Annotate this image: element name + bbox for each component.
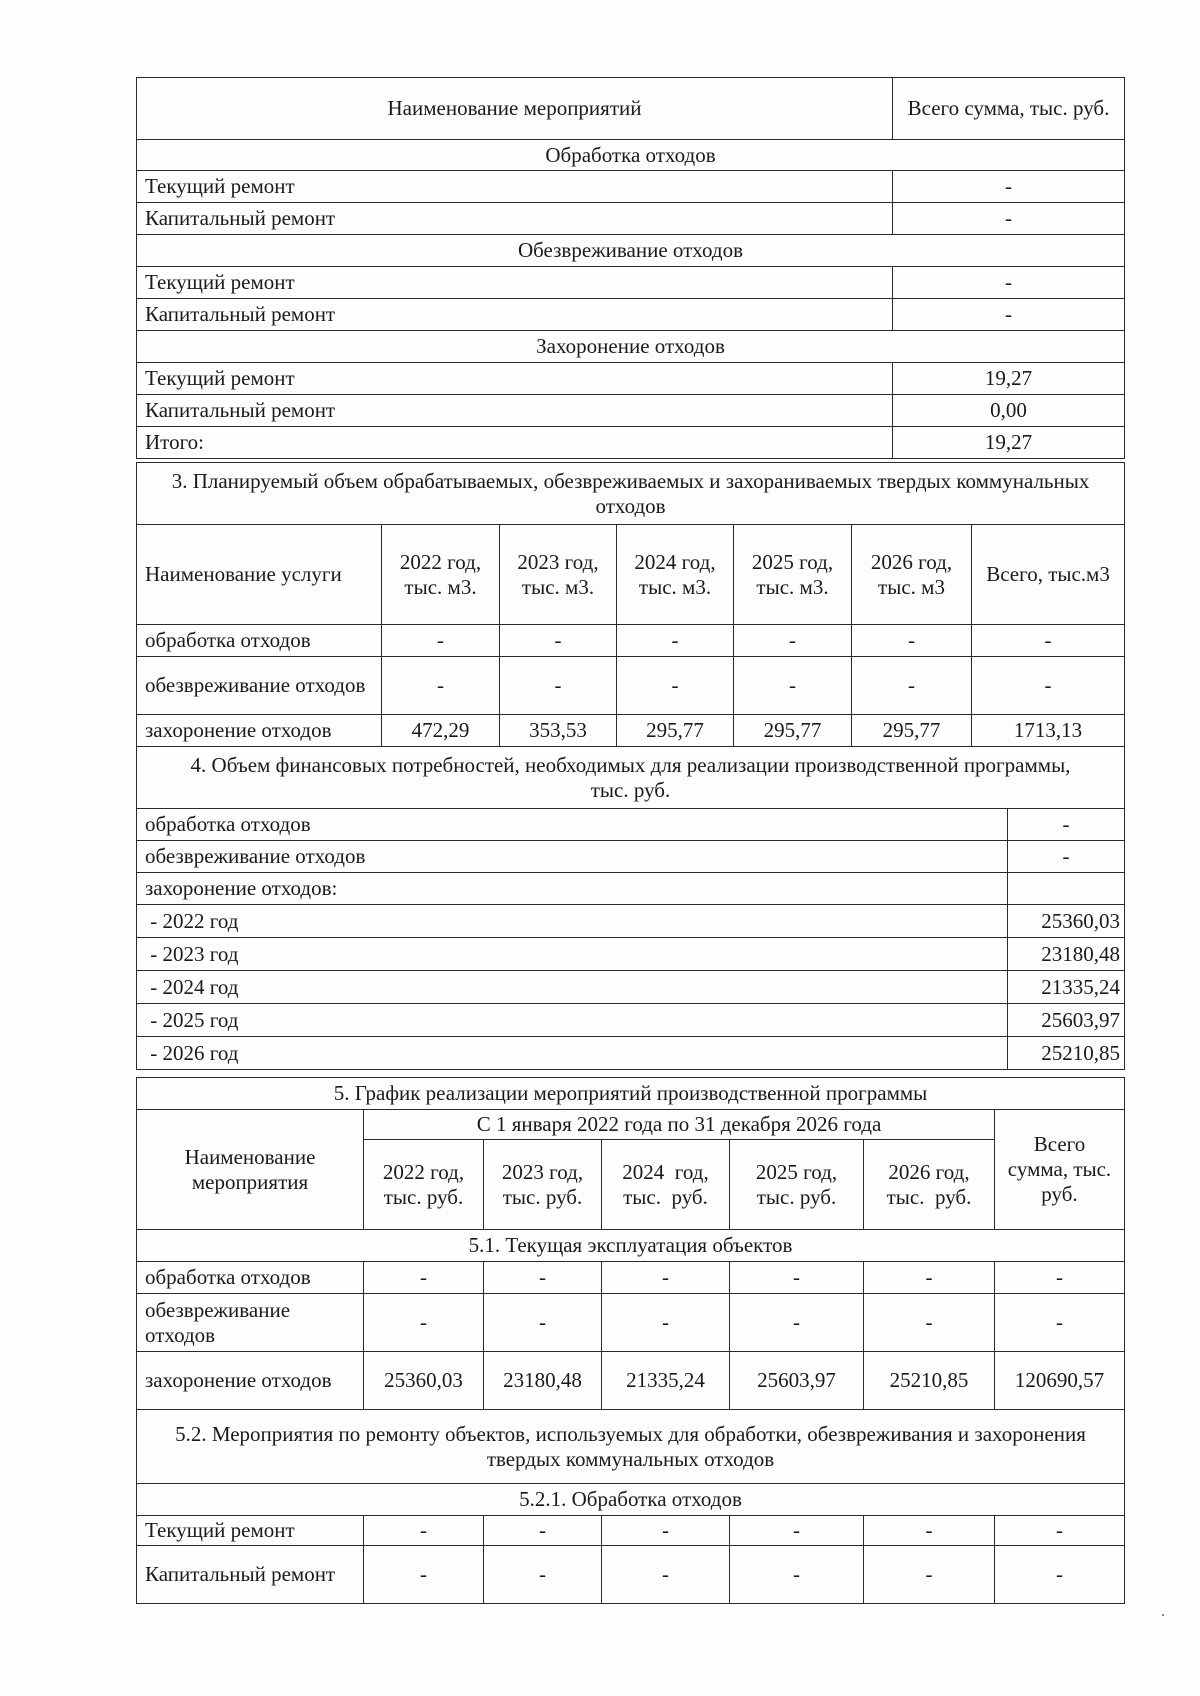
planned-volume-table — [136, 462, 1125, 747]
header-total-sum: Всего сумма, тыс. руб. — [893, 78, 1125, 140]
row-label: захоронение отходов: — [137, 873, 1008, 905]
cell: 120690,57 — [995, 1352, 1125, 1410]
subsection-5-1-title: 5.1. Текущая эксплуатация объектов — [137, 1230, 1125, 1262]
cell: - — [734, 657, 852, 715]
cell: - — [864, 1294, 995, 1352]
table-row — [137, 299, 1125, 331]
cell: 295,77 — [617, 715, 734, 747]
row-label: - 2022 год — [137, 905, 1008, 938]
cell: - — [500, 625, 617, 657]
section4-title: 4. Объем финансовых потребностей, необходимых для реализации производственной программы, тыс. руб. — [137, 747, 1125, 809]
section-title-row — [137, 463, 1125, 525]
table-row — [137, 1546, 1125, 1604]
row-value: 0,00 — [893, 395, 1125, 427]
row-label: захоронение отходов — [137, 715, 382, 747]
cell: - — [995, 1546, 1125, 1604]
cell: - — [734, 625, 852, 657]
cell: - — [852, 657, 972, 715]
cell: - — [602, 1546, 730, 1604]
header-year-2026: 2026 год, тыс. руб. — [864, 1140, 995, 1230]
section-title-row — [137, 1410, 1125, 1484]
row-label: Текущий ремонт — [137, 363, 893, 395]
header-year-2022: 2022 год, тыс. м3. — [382, 525, 500, 625]
row-label: Текущий ремонт — [137, 1516, 364, 1546]
row-label: захоронение отходов — [137, 1352, 364, 1410]
total-row — [137, 427, 1125, 459]
header-year-2022: 2022 год, тыс. руб. — [364, 1140, 484, 1230]
row-value: - — [1008, 809, 1125, 841]
section-processing-title: Обработка отходов — [137, 140, 1125, 171]
row-value: - — [1008, 841, 1125, 873]
row-value: - — [893, 267, 1125, 299]
row-label: Капитальный ремонт — [137, 1546, 364, 1604]
section-burial-title: Захоронение отходов — [137, 331, 1125, 363]
cell: - — [995, 1294, 1125, 1352]
section-title-row — [137, 1230, 1125, 1262]
cell: - — [852, 625, 972, 657]
cell: - — [484, 1262, 602, 1294]
row-value: 19,27 — [893, 427, 1125, 459]
header-activity-name: Наименование мероприятия — [137, 1110, 364, 1230]
row-label: обработка отходов — [137, 809, 1008, 841]
section3-title: 3. Планируемый объем обрабатываемых, обезвреживаемых и захораниваемых твердых коммунальных отходов — [137, 463, 1125, 525]
table-row — [137, 841, 1125, 873]
table-row — [137, 203, 1125, 235]
row-label: обезвреживание отходов — [137, 841, 1008, 873]
table-row — [137, 1352, 1125, 1410]
row-value: 25210,85 — [1008, 1037, 1125, 1070]
row-label: Текущий ремонт — [137, 171, 893, 203]
row-label: обработка отходов — [137, 1262, 364, 1294]
cell: - — [364, 1546, 484, 1604]
row-label: обезвреживание отходов — [137, 1294, 364, 1352]
table-header-row — [137, 525, 1125, 625]
table-row — [137, 715, 1125, 747]
financial-needs-table — [136, 746, 1125, 1070]
table-row — [137, 363, 1125, 395]
cell: - — [864, 1546, 995, 1604]
header-year-2024: 2024 год, тыс. руб. — [602, 1140, 730, 1230]
row-label: Капитальный ремонт — [137, 299, 893, 331]
section-neutralization-title: Обезвреживание отходов — [137, 235, 1125, 267]
cell: - — [500, 657, 617, 715]
table-row — [137, 873, 1125, 905]
cell: - — [602, 1262, 730, 1294]
row-label: - 2024 год — [137, 971, 1008, 1004]
table-row — [137, 809, 1125, 841]
cell: 25603,97 — [730, 1352, 864, 1410]
section-title-row — [137, 235, 1125, 267]
cell: - — [730, 1546, 864, 1604]
header-total-sum: Всего сумма, тыс. руб. — [995, 1110, 1125, 1230]
table-header-row — [137, 78, 1125, 140]
table-row — [137, 657, 1125, 715]
cell: - — [617, 625, 734, 657]
table-row — [137, 1516, 1125, 1546]
row-value: 23180,48 — [1008, 938, 1125, 971]
table-row — [137, 395, 1125, 427]
table-row — [137, 171, 1125, 203]
section-title-row — [137, 331, 1125, 363]
table-row — [137, 905, 1125, 938]
row-value: 19,27 — [893, 363, 1125, 395]
table-row — [137, 625, 1125, 657]
header-period: С 1 января 2022 года по 31 декабря 2026 года — [364, 1110, 995, 1140]
cell: - — [602, 1294, 730, 1352]
subsection-5-2-title: 5.2. Мероприятия по ремонту объектов, используемых для обработки, обезвреживания и захоронения твердых коммунальных отходов — [137, 1410, 1125, 1484]
header-activity-name: Наименование мероприятий — [137, 78, 893, 140]
row-label: - 2025 год — [137, 1004, 1008, 1037]
cell: - — [382, 657, 500, 715]
row-value — [1008, 873, 1125, 905]
header-year-2025: 2025 год, тыс. м3. — [734, 525, 852, 625]
cell: - — [730, 1262, 864, 1294]
row-value: 21335,24 — [1008, 971, 1125, 1004]
cell: - — [364, 1262, 484, 1294]
header-total: Всего, тыс.м3 — [972, 525, 1125, 625]
header-year-2023: 2023 год, тыс. руб. — [484, 1140, 602, 1230]
row-label: обезвреживание отходов — [137, 657, 382, 715]
cell: - — [484, 1516, 602, 1546]
cell: - — [484, 1546, 602, 1604]
cell: - — [730, 1516, 864, 1546]
row-label: обработка отходов — [137, 625, 382, 657]
cell: 472,29 — [382, 715, 500, 747]
cell: - — [382, 625, 500, 657]
subsection-5-2-1-title: 5.2.1. Обработка отходов — [137, 1484, 1125, 1516]
table-row — [137, 971, 1125, 1004]
schedule-table — [136, 1077, 1125, 1604]
header-year-2023: 2023 год, тыс. м3. — [500, 525, 617, 625]
cell: - — [972, 625, 1125, 657]
scan-speck — [1162, 1614, 1164, 1616]
row-value: 25603,97 — [1008, 1004, 1125, 1037]
cell: - — [995, 1262, 1125, 1294]
cell: 1713,13 — [972, 715, 1125, 747]
table-row — [137, 1262, 1125, 1294]
table-row — [137, 1294, 1125, 1352]
cell: - — [484, 1294, 602, 1352]
row-label: - 2023 год — [137, 938, 1008, 971]
table-row — [137, 267, 1125, 299]
header-year-2025: 2025 год, тыс. руб. — [730, 1140, 864, 1230]
cell: 21335,24 — [602, 1352, 730, 1410]
cell: 23180,48 — [484, 1352, 602, 1410]
cell: - — [602, 1516, 730, 1546]
header-year-2026: 2026 год, тыс. м3 — [852, 525, 972, 625]
row-label: Текущий ремонт — [137, 267, 893, 299]
section-title-row — [137, 1078, 1125, 1110]
section-title-row — [137, 747, 1125, 809]
section-title-row — [137, 140, 1125, 171]
row-label: Итого: — [137, 427, 893, 459]
cell: 295,77 — [734, 715, 852, 747]
cell: 25360,03 — [364, 1352, 484, 1410]
table-header-row — [137, 1110, 1125, 1140]
cell: - — [972, 657, 1125, 715]
cell: - — [730, 1294, 864, 1352]
row-value: - — [893, 203, 1125, 235]
cell: - — [864, 1262, 995, 1294]
cell: - — [364, 1516, 484, 1546]
cell: 353,53 — [500, 715, 617, 747]
table-row — [137, 1004, 1125, 1037]
cell: - — [995, 1516, 1125, 1546]
cell: - — [364, 1294, 484, 1352]
table-row — [137, 938, 1125, 971]
header-service-name: Наименование услуги — [137, 525, 382, 625]
section5-title: 5. График реализации мероприятий производственной программы — [137, 1078, 1125, 1110]
row-label: - 2026 год — [137, 1037, 1008, 1070]
cell: 25210,85 — [864, 1352, 995, 1410]
cell: - — [617, 657, 734, 715]
row-label: Капитальный ремонт — [137, 395, 893, 427]
row-value: 25360,03 — [1008, 905, 1125, 938]
repairs-table — [136, 77, 1125, 459]
row-value: - — [893, 299, 1125, 331]
row-label: Капитальный ремонт — [137, 203, 893, 235]
section-title-row — [137, 1484, 1125, 1516]
cell: 295,77 — [852, 715, 972, 747]
row-value: - — [893, 171, 1125, 203]
table-row — [137, 1037, 1125, 1070]
cell: - — [864, 1516, 995, 1546]
header-year-2024: 2024 год, тыс. м3. — [617, 525, 734, 625]
